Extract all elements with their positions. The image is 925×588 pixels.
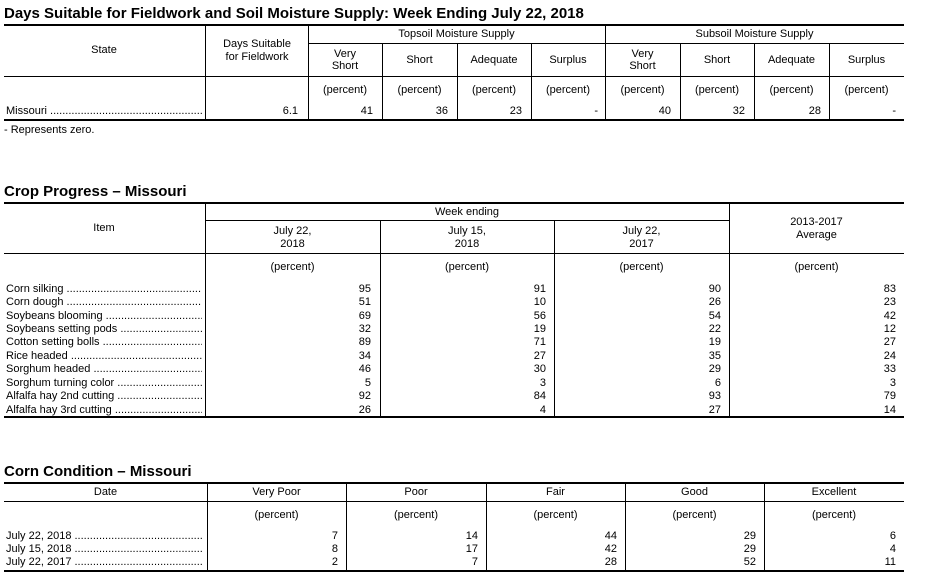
crop-item: Rice headed ..... [6,350,202,363]
table-cell: 42 [604,543,617,555]
unit-label: (percent) [794,261,839,273]
crop-item: Cotton setting bolls ..... [6,336,202,349]
crop-progress-title: Crop Progress – Missouri [4,183,187,200]
condition-date: July 22, 2018 ..... [6,530,202,543]
table-cell: 52 [743,556,756,568]
corn-bottom-rule [4,570,904,572]
unit-label: (percent) [254,509,299,521]
unit-label: (percent) [620,84,665,96]
crop-item: Alfalfa hay 2nd cutting ..... [6,390,202,403]
table-cell: 12 [883,323,896,335]
soil-table-title: Days Suitable for Fieldwork and Soil Moisture Supply: Week Ending July 22, 2018 [4,5,584,22]
table-cell: 44 [604,530,617,542]
soil-bottom-rule [4,119,904,121]
table-row [0,543,925,556]
unit-label: (percent) [694,84,740,96]
col-header: Short [703,54,731,66]
table-cell: 2 [331,556,338,568]
unit-label: (percent) [811,509,857,521]
table-cell: 32 [358,323,371,335]
state-header: State [91,44,117,56]
table-cell: 26 [708,296,721,308]
table-cell: 3 [539,377,546,389]
table-cell: 93 [708,390,721,402]
table-cell: 95 [358,283,371,295]
table-cell: 8 [331,543,338,555]
table-cell: 79 [883,390,896,402]
crop-item: Sorghum headed ..... [6,363,202,376]
table-cell: 29 [743,543,756,555]
table-cell: 42 [883,310,896,322]
col-header-good: Good [681,486,708,498]
days-suitable-header-line1: Days Suitable [223,38,291,50]
table-cell: 29 [708,363,721,375]
soil-header-rule [4,76,904,77]
col-header-line2: 2018 [454,238,480,250]
col-header-line2: Short [629,60,656,72]
unit-label: (percent) [397,84,442,96]
unit-label: (percent) [471,84,517,96]
unit-label: (percent) [619,261,664,273]
table-row [0,404,925,417]
table-row [0,336,925,349]
days-suitable-value: 6.1 [282,105,298,117]
table-cell: 19 [708,336,721,348]
table-row [0,283,925,296]
crop-item: Corn dough ..... [6,296,202,309]
col-header-excellent: Excellent [811,486,857,498]
table-cell: 41 [360,105,373,117]
col-header-line2: 2018 [280,238,305,250]
table-cell: 17 [465,543,478,555]
table-row [0,556,925,569]
table-cell: 36 [435,105,448,117]
crop-item: Sorghum turning color ..... [6,377,202,390]
table-cell: 19 [533,323,546,335]
footnote-represents-zero: - Represents zero. [4,124,95,136]
table-row [0,390,925,403]
corn-header-rule [4,501,904,502]
crop-item: Soybeans blooming ..... [6,310,202,323]
crop-top-rule [4,202,904,204]
subsoil-header: Subsoil Moisture Supply [695,28,814,40]
crop-item: Soybeans setting pods ..... [6,323,202,336]
table-cell: 23 [509,105,522,117]
col-header-line1: July 22, [622,225,661,237]
table-cell: 29 [743,530,756,542]
week-ending-header: Week ending [434,206,499,218]
table-cell: 83 [883,283,896,295]
col-header: Surplus [847,54,886,66]
col-header: Adequate [767,54,816,66]
table-cell: 14 [883,404,896,416]
col-header-line2: Average [796,229,837,241]
table-cell: 30 [533,363,546,375]
unit-label: (percent) [545,84,591,96]
state-name: Missouri ..... [6,105,202,118]
table-cell: 69 [358,310,371,322]
crop-group-rule [205,220,729,221]
table-cell: 23 [883,296,896,308]
soil-top-rule [4,24,904,26]
unit-label: (percent) [270,261,315,273]
table-cell: 40 [658,105,671,117]
table-cell: 27 [533,350,546,362]
table-cell: 28 [808,105,821,117]
table-cell: 26 [358,404,371,416]
table-cell: - [892,105,896,117]
table-cell: 28 [604,556,617,568]
crop-item: Corn silking ..... [6,283,202,296]
col-header-line1: Very [631,48,654,60]
unit-label: (percent) [444,261,490,273]
col-header-fair: Fair [546,486,565,498]
table-cell: 27 [883,336,896,348]
table-cell: 7 [471,556,478,568]
unit-label: (percent) [393,509,439,521]
table-cell: - [594,105,598,117]
table-cell: 6 [889,530,896,542]
table-cell: 5 [364,377,371,389]
crop-item: Alfalfa hay 3rd cutting ..... [6,404,202,417]
table-cell: 71 [533,336,546,348]
col-header: Short [406,54,433,66]
table-cell: 4 [889,543,896,555]
corn-top-rule [4,482,904,484]
corn-condition-title: Corn Condition – Missouri [4,463,192,480]
table-row [0,296,925,309]
col-header-line2: Short [331,60,359,72]
col-header: Surplus [549,54,587,66]
unit-label: (percent) [769,84,814,96]
table-cell: 32 [732,105,745,117]
table-row [0,530,925,543]
table-cell: 84 [533,390,546,402]
table-cell: 27 [708,404,721,416]
table-cell: 90 [708,283,721,295]
table-cell: 54 [708,310,721,322]
unit-label: (percent) [533,509,578,521]
col-header-line1: 2013-2017 [790,216,843,228]
table-cell: 33 [883,363,896,375]
table-cell: 91 [533,283,546,295]
table-cell: 4 [539,404,546,416]
table-cell: 24 [883,350,896,362]
condition-date: July 22, 2017 ..... [6,556,202,569]
table-cell: 22 [708,323,721,335]
topsoil-header: Topsoil Moisture Supply [398,28,515,40]
table-row [0,363,925,376]
table-row [0,377,925,390]
col-header-very-poor: Very Poor [252,486,301,498]
unit-label: (percent) [672,509,717,521]
table-cell: 89 [358,336,371,348]
col-header: Adequate [470,54,518,66]
condition-date: July 15, 2018 ..... [6,543,202,556]
table-cell: 56 [533,310,546,322]
table-row [0,310,925,323]
crop-header-rule [4,253,904,254]
table-cell: 10 [533,296,546,308]
table-cell: 6 [714,377,721,389]
col-header-line1: Very [333,48,356,60]
col-header-line2: 2017 [629,238,654,250]
table-row [0,350,925,363]
table-cell: 35 [708,350,721,362]
col-header-poor: Poor [404,486,428,498]
date-header: Date [93,486,118,498]
days-suitable-header-line2: for Fieldwork [225,51,289,63]
table-cell: 46 [358,363,371,375]
unit-label: (percent) [844,84,889,96]
table-cell: 3 [889,377,896,389]
table-cell: 51 [358,296,371,308]
table-cell: 14 [465,530,478,542]
table-cell: 11 [884,556,896,568]
soil-group-rule [308,43,904,44]
table-row [0,323,925,336]
unit-label: (percent) [322,84,368,96]
table-cell: 92 [358,390,371,402]
col-header-line1: July 22, [273,225,312,237]
item-header: Item [93,222,115,234]
table-cell: 7 [331,530,338,542]
table-cell: 34 [358,350,371,362]
col-header-line1: July 15, [448,225,486,237]
